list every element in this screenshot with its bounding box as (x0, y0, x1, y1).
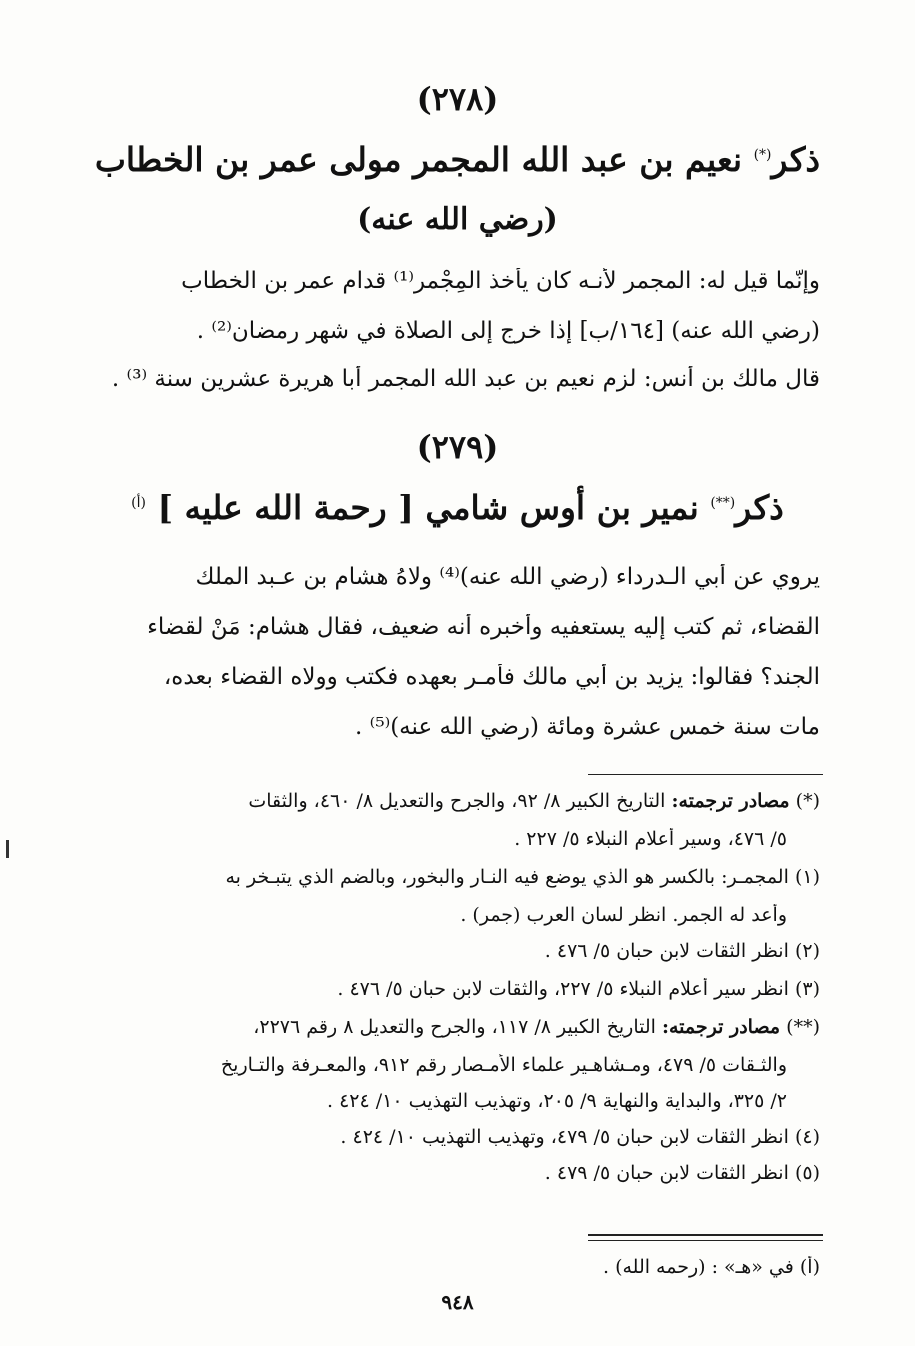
paragraph-line: يروي عن أبي الـدرداء (رضي الله عنه)⁽⁴⁾ ولاهُ هشام بن عـبد الملك (195, 564, 820, 590)
footnote-text: التاريخ الكبير ٨/ ٩٢، والجرح والتعديل ٨/ ٤٦٠، والثقات (248, 790, 666, 812)
footnote-text: المجمـر: بالكسر هو الذي يوضع فيه النـار والبخور، وبالضم الذي يتبـخر به (225, 866, 789, 888)
footnote-text: انظر الثقات لابن حبان ٥/ ٤٧٩، وتهذيب التهذيب ١٠/ ٤٢٤ . (340, 1126, 789, 1148)
variant-note-a (90, 1256, 820, 1278)
footnote-4 (90, 1126, 820, 1148)
footnote-marker: (٤) (794, 1126, 820, 1148)
footnote-marker: (٥) (794, 1162, 820, 1184)
footnote-1-cont: وأعد له الجمر. انظر لسان العرب (جمر) . (460, 904, 787, 926)
variant-note-separator-bottom (588, 1240, 823, 1241)
entry-title-278 (0, 140, 915, 179)
variant-note-separator-top (588, 1234, 823, 1236)
title-text: نمير بن أوس شامي [ رحمة الله عليه ] (157, 488, 699, 527)
paragraph-line: الجند؟ فقالوا: يزيد بن أبي مالك فأمـر بعهده فكتب وولاه القضاء بعده، (163, 664, 820, 690)
title-note-marker: (*) (753, 147, 772, 163)
paragraph-line: (رضي الله عنه) [١٦٤/ب] إذا خرج إلى الصلاة في شهر رمضان⁽²⁾ . (196, 318, 820, 344)
footnote-double-star (90, 1016, 820, 1038)
footnote-marker: (أ) (799, 1256, 820, 1278)
footnote-text: في «هـ» : (رحمه الله) . (602, 1256, 794, 1278)
title-note-marker: (**) (710, 495, 736, 511)
entry-number-278: (٢٧٨) (416, 80, 499, 118)
footnote-text: التاريخ الكبير ٨/ ١١٧، والجرح والتعديل ٨ رقم ٢٢٧٦، (253, 1016, 656, 1038)
footnote-2 (90, 940, 820, 962)
title-text: نعيم بن عبد الله المجمر مولى عمر بن الخطاب (94, 140, 743, 179)
paragraph-line: مات سنة خمس عشرة ومائة (رضي الله عنه)⁽⁵⁾ . (355, 714, 820, 740)
footnote-1 (90, 866, 820, 888)
entry-title-279 (0, 488, 915, 527)
title-prefix: ذكر (771, 140, 821, 179)
page-number: ٩٤٨ (441, 1290, 474, 1314)
entry-number-279: (٢٧٩) (416, 428, 499, 466)
footnote-marker: (٣) (794, 978, 820, 1000)
footnote-marker: (١) (794, 866, 820, 888)
title-suffix-note-marker: (أ) (131, 495, 146, 511)
footnote-label: مصادر ترجمته: (671, 790, 790, 812)
footnote-star (90, 790, 820, 812)
paragraph-line: وإنّما قيل له: المجمر لأنـه كان يأخذ المِجْمر⁽¹⁾ قدام عمر بن الخطاب (181, 268, 820, 294)
entry-title-278-line2: (رضي الله عنه) (357, 202, 558, 237)
footnote-marker: (*) (795, 790, 820, 812)
scan-edge-mark (6, 840, 9, 858)
footnote-text: انظر الثقات لابن حبان ٥/ ٤٧٩ . (544, 1162, 789, 1184)
footnote-text: انظر الثقات لابن حبان ٥/ ٤٧٦ . (544, 940, 789, 962)
footnote-5 (90, 1162, 820, 1184)
footnote-marker: (٢) (794, 940, 820, 962)
title-prefix: ذكر (735, 488, 784, 527)
footnote-double-star-cont: ٢/ ٣٢٥، والبداية والنهاية ٩/ ٢٠٥، وتهذيب التهذيب ١٠/ ٤٢٤ . (326, 1090, 787, 1112)
footnote-marker: (**) (786, 1016, 820, 1038)
paragraph-line: قال مالك بن أنس: لزم نعيم بن عبد الله المجمر أبا هريرة عشرين سنة ⁽³⁾ . (111, 366, 820, 392)
paragraph-line: القضاء، ثم كتب إليه يستعفيه وأخبره أنه ضعيف، فقال هشام: مَنْ لقضاء (147, 614, 820, 640)
footnote-star-cont: ٥/ ٤٧٦، وسير أعلام النبلاء ٥/ ٢٢٧ . (514, 828, 787, 850)
footnote-text: انظر سير أعلام النبلاء ٥/ ٢٢٧، والثقات لابن حبان ٥/ ٤٧٦ . (337, 978, 789, 1000)
footnote-label: مصادر ترجمته: (661, 1016, 781, 1038)
footnote-double-star-cont: والثـقات ٥/ ٤٧٩، ومـشاهـير علماء الأمـصار رقم ٩١٢، والمعـرفة والتـاريخ (220, 1054, 787, 1076)
footnote-separator (588, 774, 823, 775)
footnote-3 (90, 978, 820, 1000)
